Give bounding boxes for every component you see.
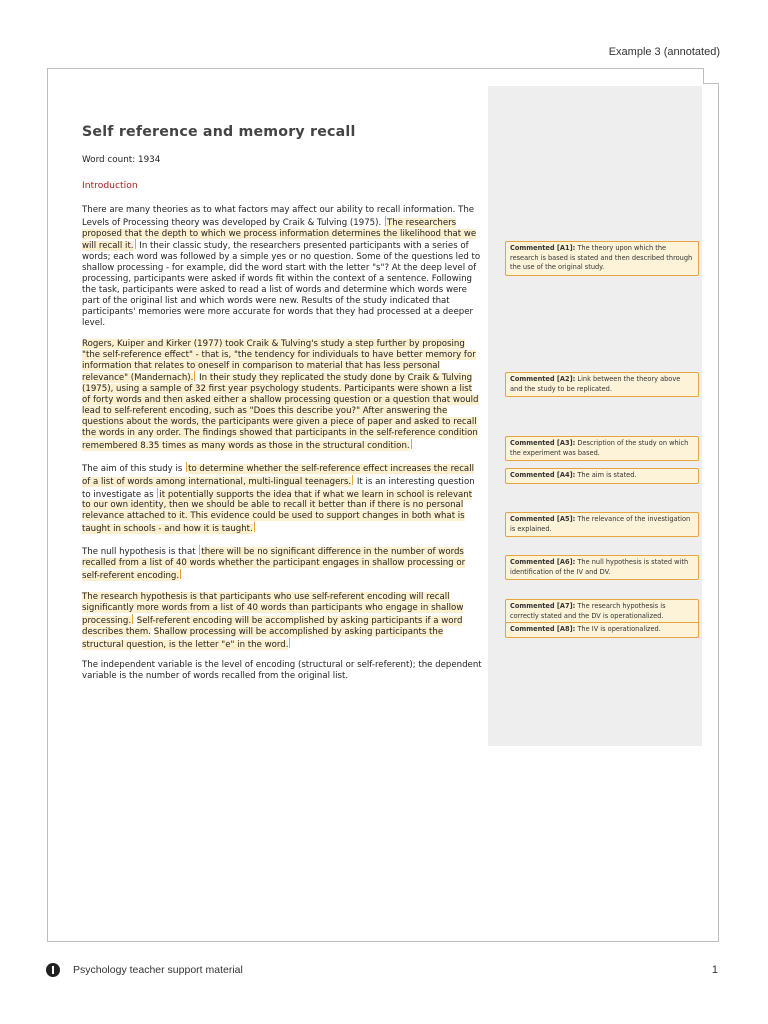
page-fold-corner (703, 68, 719, 84)
comment-pane (488, 86, 702, 746)
p4-text-a: The null hypothesis is that (82, 547, 196, 558)
comment-text: The theory upon which the research is based is stated and then described through the use of the original study. (510, 244, 693, 271)
p3-text-a: The aim of this study is (82, 463, 183, 474)
p1-highlight-a1[interactable]: The researchers proposed that the depth to which we process information determines the likelihood that we will recall it. (82, 217, 477, 252)
p5-highlight-a7[interactable]: The research hypothesis is that participants who use self-referent encoding will recall significantly more words from a list of 40 words than participants who engage in shallow processing. (82, 591, 464, 626)
p2-highlight-a3[interactable]: In their study they replicated the study done by Craik & Tulving (1975), using a sample of 32 first year psychology students. Participants were shown a list of forty words and then asked either a shallow processing question or a question that would lead to self-referent encoding, such as "Does this describe you?" After answering the questions about the words, the participants were given a piece of paper and asked to recall the words in any order. The findings showed that participants in the self-reference condition remembered 8.35 times as many words as those in the structural condition. (82, 373, 479, 451)
p1-text-c: In their classic study, the researchers presented participants with a series of words; each word was followed by a simple yes or no question. Some of the questions led to shallow processing - for example, did the word start with the letter "s"? At the deep level of processing, participants were asked if words fit within the context of a sentence. Following the task, participants were asked to read a list of words and determine which words were part of the original list and which words were new. Results of the study indicated that participants' memories were more accurate for words that they had processed at a deeper level. (82, 241, 481, 328)
comment-a8[interactable] (505, 622, 699, 638)
comment-label: Commented [A2]: (510, 375, 576, 383)
comment-a7[interactable] (505, 599, 699, 624)
comment-a3[interactable] (505, 436, 699, 461)
footer-text: Psychology teacher support material (73, 964, 243, 976)
comment-label: Commented [A6]: (510, 558, 576, 566)
comment-text: The IV is operationalized. (577, 625, 661, 633)
ib-logo-icon (46, 963, 60, 977)
comment-text: Description of the study on which the experiment was based. (510, 439, 689, 457)
p5-highlight-a8b[interactable]: Shallow processing will be accomplished by asking participants the structural question, is the letter "e" in the word. (82, 626, 444, 650)
paragraph-1 (82, 205, 482, 329)
comment-a6[interactable] (505, 555, 699, 580)
comment-a5[interactable] (505, 512, 699, 537)
comment-marker (352, 475, 353, 485)
comment-marker (132, 614, 133, 624)
page-number: 1 (711, 964, 718, 976)
comment-label: Commented [A5]: (510, 515, 576, 523)
paragraph-2 (82, 339, 482, 452)
p3-text-c: It is an interesting question to investigate as (82, 476, 475, 500)
comment-text: Link between the theory above and the study to be replicated. (510, 375, 681, 393)
paragraph-4 (82, 545, 482, 582)
comment-marker (186, 462, 187, 472)
document-body (82, 124, 482, 692)
paragraph-6: The independent variable is the level of encoding (structural or self-referent); the dependent variable is the number of words recalled from the original list. (82, 660, 482, 682)
comment-label: Commented [A4]: (510, 471, 576, 479)
comment-marker (135, 239, 136, 249)
comment-a4[interactable] (505, 468, 699, 484)
comment-marker (180, 569, 181, 579)
comment-marker (254, 522, 255, 532)
comment-text: The aim is stated. (577, 471, 637, 479)
comment-a2[interactable] (505, 372, 699, 397)
comment-label: Commented [A1]: (510, 244, 576, 252)
comment-marker (411, 439, 412, 449)
comment-marker (385, 216, 386, 226)
p2-highlight-a2[interactable]: Rogers, Kuiper and Kirker (1977) took Craik & Tulving's study a step further by proposing "the self-reference effect" - that is, "the tendency for individuals to have better memory for information that relates to oneself in comparison to material that has less personal relevance" (Mandernach). (82, 338, 476, 384)
p5-highlight-a8a[interactable]: Self-referent encoding will be accomplished by asking participants if a word describes them. (82, 615, 463, 637)
document-title: Self reference and memory recall (82, 124, 356, 140)
document-page (47, 68, 719, 942)
comment-marker (289, 638, 290, 648)
paragraph-3 (82, 462, 482, 535)
p1-text-a: There are many theories as to what factors may affect our ability to recall information. The Levels of Processing theory was developed by Craik & Tulving (1975). (82, 204, 475, 228)
p3-highlight-a5[interactable]: it potentially supports the idea that if what we learn in school is relevant to our own identity, then we should be able to recall it better than if there is no personal relevance attached to it. This evidence could be used to support changes in both what is taught in schools - and how it is taught. (82, 489, 473, 535)
paragraph-5 (82, 592, 482, 651)
p3-highlight-a4[interactable]: to determine whether the self-reference effect increases the recall of a list of words among international, multi-lingual teenagers. (82, 463, 474, 487)
comment-marker (194, 371, 195, 381)
comment-a1[interactable] (505, 241, 699, 276)
p4-highlight-a6[interactable]: there will be no significant difference in the number of words recalled from a list of 40 words whether the participant engages in shallow processing or self-referent encoding. (82, 547, 466, 581)
comment-label: Commented [A3]: (510, 439, 576, 447)
word-count: Word count: 1934 (82, 154, 161, 165)
comment-label: Commented [A8]: (510, 625, 576, 633)
header-label: Example 3 (annotated) (608, 46, 720, 58)
comment-text: The null hypothesis is stated with identification of the IV and DV. (510, 558, 689, 576)
comment-label: Commented [A7]: (510, 602, 576, 610)
comment-text: The research hypothesis is correctly stated and the DV is operationalized. (510, 602, 666, 620)
section-heading: Introduction (82, 179, 138, 191)
comment-text: The relevance of the investigation is explained. (510, 515, 691, 533)
